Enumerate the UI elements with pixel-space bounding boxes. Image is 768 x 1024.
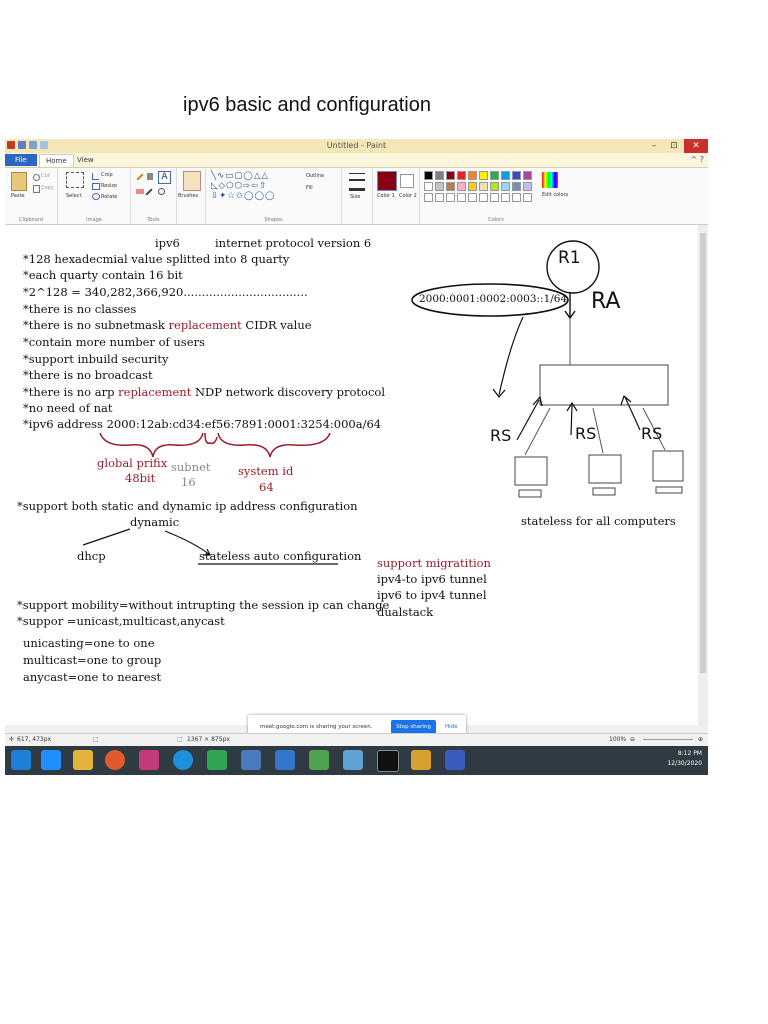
- color1-swatch[interactable]: [377, 171, 397, 191]
- magnifier-icon[interactable]: [158, 188, 165, 195]
- paint-window: [5, 139, 708, 775]
- note-ipv6: ipv6: [155, 236, 180, 250]
- note-line-14: *suppor =unicast,multicast,anycast: [17, 614, 225, 628]
- color2-swatch[interactable]: [400, 174, 414, 188]
- status-bar: [5, 733, 708, 746]
- note-line-9c: NDP network discovery protocol: [191, 385, 386, 399]
- resize-icon: [92, 183, 100, 190]
- custom-color-swatch[interactable]: [424, 193, 433, 202]
- palette-color-swatch[interactable]: [435, 171, 444, 180]
- note-line-9a: *there is no arp: [23, 385, 119, 399]
- note-64: 64: [259, 480, 274, 494]
- line-size-icon[interactable]: [349, 173, 365, 191]
- color1-label: Color 1: [377, 193, 395, 199]
- color2-label: Color 2: [399, 193, 417, 199]
- note-tunnel-2: ipv6 to ipv4 tunnel: [377, 588, 487, 602]
- router-address: 2000:0001:0002:0003::1/64: [419, 293, 568, 305]
- palette-color-swatch[interactable]: [457, 182, 466, 191]
- colors-label: Colors: [488, 217, 504, 223]
- router-label: R1: [558, 248, 581, 268]
- note-subnet-16: 16: [181, 475, 196, 489]
- note-line-3: *2^128 = 340,282,366,920..................................: [23, 285, 308, 299]
- cursor-position: 617, 473px: [17, 736, 52, 743]
- note-line-12: *support both static and dynamic ip address configuration: [17, 499, 358, 513]
- brushes-button[interactable]: Brushes: [178, 193, 199, 199]
- share-message: meet.google.com is sharing your screen.: [260, 724, 373, 730]
- custom-color-swatch[interactable]: [490, 193, 499, 202]
- cursor-icon: ✢: [9, 736, 15, 743]
- ribbon-tabs: [5, 153, 708, 168]
- note-line-13: *support mobility=without intrupting the session ip can change: [17, 598, 390, 612]
- note-migration: support migratition: [377, 556, 491, 570]
- stop-sharing-button[interactable]: Stop sharing: [391, 720, 436, 735]
- app-icon-2[interactable]: [241, 750, 261, 770]
- note-line-6: *contain more number of users: [23, 335, 205, 349]
- note-unicast: unicasting=one to one: [23, 636, 155, 650]
- hide-button[interactable]: Hide: [445, 724, 458, 730]
- paste-button[interactable]: Paste: [11, 193, 25, 199]
- page-title: ipv6 basic and configuration: [183, 94, 431, 116]
- pencil-icon[interactable]: [136, 173, 143, 180]
- ie-icon[interactable]: [41, 750, 61, 770]
- explorer-icon[interactable]: [73, 750, 93, 770]
- select-icon[interactable]: [66, 172, 84, 188]
- help-icon[interactable]: ^ ?: [690, 155, 704, 164]
- note-ipv6-full: internet protocol version 6: [215, 236, 372, 250]
- palette-color-swatch[interactable]: [512, 182, 521, 191]
- fill-button[interactable]: Fill: [306, 185, 313, 191]
- note-tunnel-1: ipv4-to ipv6 tunnel: [377, 572, 487, 586]
- rs-label-3: RS: [641, 424, 663, 443]
- note-anycast: anycast=one to nearest: [23, 670, 162, 684]
- palette-color-swatch[interactable]: [523, 182, 532, 191]
- custom-color-swatch[interactable]: [523, 193, 532, 202]
- vertical-scrollbar[interactable]: [698, 225, 708, 725]
- palette-color-swatch[interactable]: [435, 182, 444, 191]
- palette-color-swatch[interactable]: [424, 171, 433, 180]
- palette-color-swatch[interactable]: [446, 171, 455, 180]
- custom-color-swatch[interactable]: [446, 193, 455, 202]
- custom-color-swatch[interactable]: [479, 193, 488, 202]
- crop-button[interactable]: Crop: [101, 172, 113, 178]
- note-line-1: *128 hexadecmial value splitted into 8 quarty: [23, 252, 290, 266]
- close-button[interactable]: ✕: [684, 139, 708, 153]
- copy-button[interactable]: Copy: [41, 185, 54, 191]
- note-subnet: subnet: [171, 460, 211, 474]
- note-line-2: *each quarty contain 16 bit: [23, 268, 183, 282]
- color-picker-icon[interactable]: [145, 188, 152, 195]
- tab-view[interactable]: View: [77, 156, 94, 164]
- cut-icon: [33, 174, 40, 181]
- title-bar: [5, 139, 708, 153]
- custom-color-swatch[interactable]: [435, 193, 444, 202]
- brush-icon[interactable]: [183, 171, 201, 191]
- tab-file[interactable]: File: [5, 154, 37, 166]
- cut-button[interactable]: Cut: [41, 173, 50, 179]
- system-tray: [667, 749, 702, 769]
- eraser-icon[interactable]: [136, 189, 144, 194]
- drawing-canvas[interactable]: [5, 225, 698, 725]
- note-dhcp: dhcp: [77, 549, 106, 563]
- palette-color-swatch[interactable]: [468, 171, 477, 180]
- tools-group: [131, 168, 177, 224]
- tools-label: Tools: [147, 217, 160, 223]
- zoom-out-button[interactable]: ⊖: [630, 736, 636, 743]
- chrome-icon[interactable]: [105, 750, 125, 770]
- zoom-level: 100%: [609, 736, 627, 743]
- app-icon-4[interactable]: [411, 750, 431, 770]
- scroll-thumb[interactable]: [700, 233, 706, 673]
- note-line-7: *support inbuild security: [23, 352, 169, 366]
- taskbar: [5, 746, 708, 775]
- maximize-button[interactable]: ⊡: [670, 141, 678, 151]
- palette-color-swatch[interactable]: [424, 182, 433, 191]
- note-line-5b: replacement: [168, 318, 242, 332]
- copy-icon: [33, 185, 40, 193]
- color-select-group: [373, 168, 420, 224]
- note-48bit: 48bit: [125, 471, 156, 485]
- note-line-4: *there is no classes: [23, 302, 137, 316]
- line-size-mid: [349, 179, 365, 181]
- tray-date: 12/30/2020: [667, 760, 702, 767]
- canvas-size: 1367 × 875px: [187, 736, 230, 743]
- zoom-slider[interactable]: [643, 739, 693, 740]
- image-group: [58, 168, 131, 224]
- palette-color-swatch[interactable]: [468, 182, 477, 191]
- note-global-prefix: global prifix: [97, 456, 168, 470]
- edit-colors-button[interactable]: Edit colors: [542, 192, 569, 198]
- minimize-button[interactable]: –: [651, 141, 657, 151]
- size-button[interactable]: Size: [350, 194, 361, 200]
- shapes-group: [206, 168, 342, 224]
- note-line-11: *ipv6 address 2000:12ab:cd34:ef56:7891:0001:3254:000a/64: [23, 417, 382, 431]
- rs-label-1: RS: [490, 426, 512, 445]
- canvas-size-icon: ⬚: [177, 736, 183, 743]
- word-icon[interactable]: [445, 750, 465, 770]
- ra-label: RA: [591, 289, 621, 314]
- app-icon-3[interactable]: [275, 750, 295, 770]
- palette-color-swatch[interactable]: [457, 171, 466, 180]
- note-line-9b: replacement: [118, 385, 192, 399]
- text-icon[interactable]: A: [158, 171, 171, 184]
- palette-color-swatch[interactable]: [490, 182, 499, 191]
- note-multicast: multicast=one to group: [23, 653, 162, 667]
- custom-color-swatch[interactable]: [457, 193, 466, 202]
- select-button[interactable]: Select: [66, 193, 82, 199]
- tab-home[interactable]: Home: [39, 154, 74, 167]
- note-stateless-all: stateless for all computers: [521, 514, 676, 528]
- clipboard-label: Clipboard: [19, 217, 43, 223]
- palette-color-swatch[interactable]: [501, 171, 510, 180]
- edge-icon[interactable]: [173, 750, 193, 770]
- app-icon-1[interactable]: [139, 750, 159, 770]
- rotate-button[interactable]: Rotate: [101, 194, 118, 200]
- note-system-id: system id: [238, 464, 294, 478]
- palette-color-swatch[interactable]: [446, 182, 455, 191]
- palette-color-swatch[interactable]: [501, 182, 510, 191]
- window-title: Untitled - Paint: [326, 141, 387, 150]
- palette-color-swatch[interactable]: [490, 171, 499, 180]
- fill-icon[interactable]: [147, 173, 153, 180]
- shapes-gallery-icon[interactable]: ╲∿▭▢◯△△ ◺◇⬠⬡⇨⇦⇧ ⇩✦☆✩◯◯◯: [211, 171, 276, 201]
- ribbon: [5, 168, 708, 225]
- paste-icon[interactable]: [11, 172, 27, 191]
- start-windows-icon[interactable]: [11, 750, 31, 770]
- note-stateless-auto: stateless auto configuration: [199, 549, 362, 563]
- note-line-10: *no need of nat: [23, 401, 113, 415]
- brushes-group: [177, 168, 206, 224]
- palette-color-swatch[interactable]: [479, 182, 488, 191]
- custom-color-swatch[interactable]: [501, 193, 510, 202]
- shapes-label: Shapes: [264, 217, 283, 223]
- store-icon[interactable]: [207, 750, 227, 770]
- outline-button[interactable]: Outline: [306, 173, 325, 179]
- edit-colors-icon[interactable]: [542, 172, 558, 188]
- crop-icon: [92, 173, 99, 180]
- paint-taskbar-icon[interactable]: [343, 750, 363, 770]
- resize-button[interactable]: Resize: [101, 183, 118, 189]
- palette-color-swatch[interactable]: [523, 171, 532, 180]
- colors-group: [420, 168, 572, 224]
- rs-label-2: RS: [575, 424, 597, 443]
- palette-color-swatch[interactable]: [479, 171, 488, 180]
- note-dualstack: dualstack: [377, 605, 434, 619]
- zoom-in-button[interactable]: ⊕: [698, 736, 704, 743]
- size-group: [342, 168, 373, 224]
- palette-color-swatch[interactable]: [512, 171, 521, 180]
- custom-color-swatch[interactable]: [512, 193, 521, 202]
- utorrent-icon[interactable]: [309, 750, 329, 770]
- image-label: Image: [86, 217, 102, 223]
- note-dynamic: dynamic: [130, 515, 180, 529]
- note-line-8: *there is no broadcast: [23, 368, 153, 382]
- note-line-5c: CIDR value: [241, 318, 312, 332]
- custom-color-swatch[interactable]: [468, 193, 477, 202]
- clipboard-group: [5, 168, 58, 224]
- rotate-icon: [92, 193, 100, 200]
- terminal-icon[interactable]: [377, 750, 399, 772]
- tray-time: 8:12 PM: [677, 750, 702, 757]
- selection-icon: ⬚: [93, 736, 99, 743]
- note-line-5a: *there is no subnetmask: [23, 318, 169, 332]
